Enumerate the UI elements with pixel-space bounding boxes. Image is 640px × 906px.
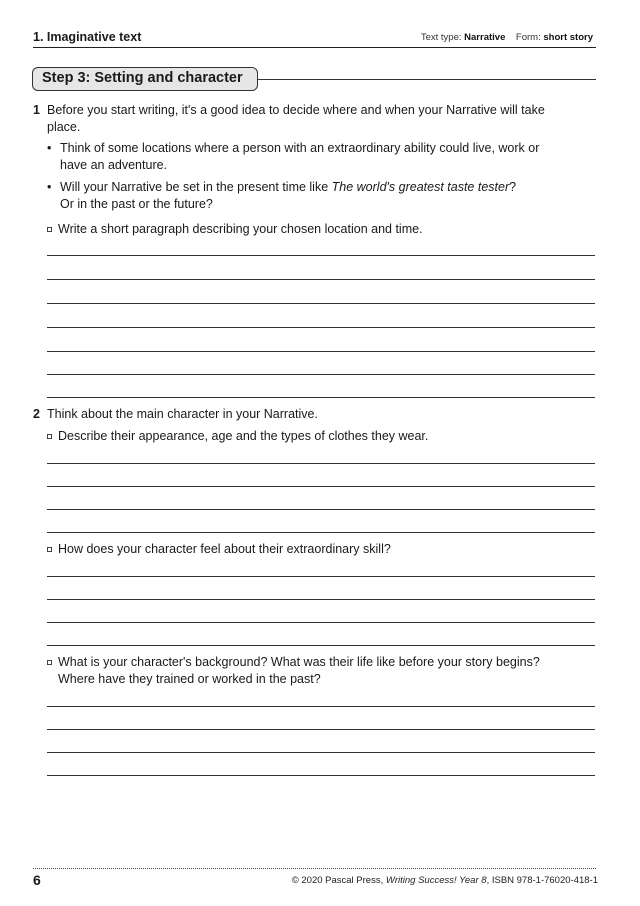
bullet-icon: • [47, 180, 52, 194]
writing-line[interactable] [47, 279, 595, 280]
section-title: 1. Imaginative text [33, 30, 142, 44]
writing-line[interactable] [47, 599, 595, 600]
q2-task1: Describe their appearance, age and the types of clothes they wear. [58, 429, 429, 443]
q2-task2: How does your character feel about their extraordinary skill? [58, 542, 391, 556]
q1-bullet2-post: ? [509, 180, 517, 194]
q1-task: Write a short paragraph describing your chosen location and time. [58, 222, 423, 236]
writing-line[interactable] [47, 532, 595, 533]
form-value: short story [543, 32, 593, 43]
step-heading: Step 3: Setting and character [32, 67, 258, 91]
form-label: Form: [515, 32, 541, 43]
writing-line[interactable] [47, 752, 595, 753]
writing-line[interactable] [47, 327, 595, 328]
bullet-icon: • [47, 141, 52, 155]
question-2-intro: Think about the main character in your Narrative. [47, 407, 318, 421]
question-1-intro-line2: place. [47, 120, 81, 134]
q1-bullet2-line2: Or in the past or the future? [60, 197, 213, 211]
q1-bullet1-line1: Think of some locations where a person with an extraordinary ability could live, work or [60, 141, 540, 155]
q2-task3-line1: What is your character's background? What was their life like before your story begins? [58, 655, 540, 669]
writing-line[interactable] [47, 622, 595, 623]
copyright-post: , ISBN 978-1-76020-418-1 [486, 875, 598, 886]
question-1-intro-line1: Before you start writing, it's a good idea to decide where and when your Narrative will take [47, 103, 545, 117]
book-title: Writing Success! Year 8 [385, 875, 487, 886]
copyright [292, 875, 598, 886]
question-2-number: 2 [33, 407, 40, 421]
writing-line[interactable] [47, 486, 595, 487]
text-type-label: Text type: [420, 32, 462, 43]
writing-line[interactable] [47, 645, 595, 646]
step-divider [258, 79, 596, 80]
footer-divider [33, 868, 596, 869]
square-bullet-icon [47, 660, 52, 665]
page-number: 6 [33, 872, 41, 888]
question-1-number: 1 [33, 103, 40, 117]
text-type-info [421, 32, 593, 43]
writing-line[interactable] [47, 351, 595, 352]
q2-task3-line2: Where have they trained or worked in the past? [58, 672, 321, 686]
square-bullet-icon [47, 434, 52, 439]
q1-bullet2-pre: Will your Narrative be set in the present time like [60, 180, 332, 194]
writing-line[interactable] [47, 509, 595, 510]
writing-line[interactable] [47, 303, 595, 304]
square-bullet-icon [47, 547, 52, 552]
page-header [33, 30, 596, 48]
writing-line[interactable] [47, 729, 595, 730]
writing-line[interactable] [47, 397, 595, 398]
square-bullet-icon [47, 227, 52, 232]
writing-line[interactable] [47, 576, 595, 577]
writing-line[interactable] [47, 706, 595, 707]
writing-line[interactable] [47, 775, 595, 776]
writing-line[interactable] [47, 374, 595, 375]
copyright-pre: © 2020 Pascal Press, [291, 875, 386, 886]
writing-line[interactable] [47, 255, 595, 256]
text-type-value: Narrative [464, 32, 506, 43]
q1-bullet1-line2: have an adventure. [60, 158, 168, 172]
writing-line[interactable] [47, 463, 595, 464]
story-title: The world's greatest taste tester [331, 180, 510, 194]
q1-bullet2-line1 [60, 179, 516, 196]
